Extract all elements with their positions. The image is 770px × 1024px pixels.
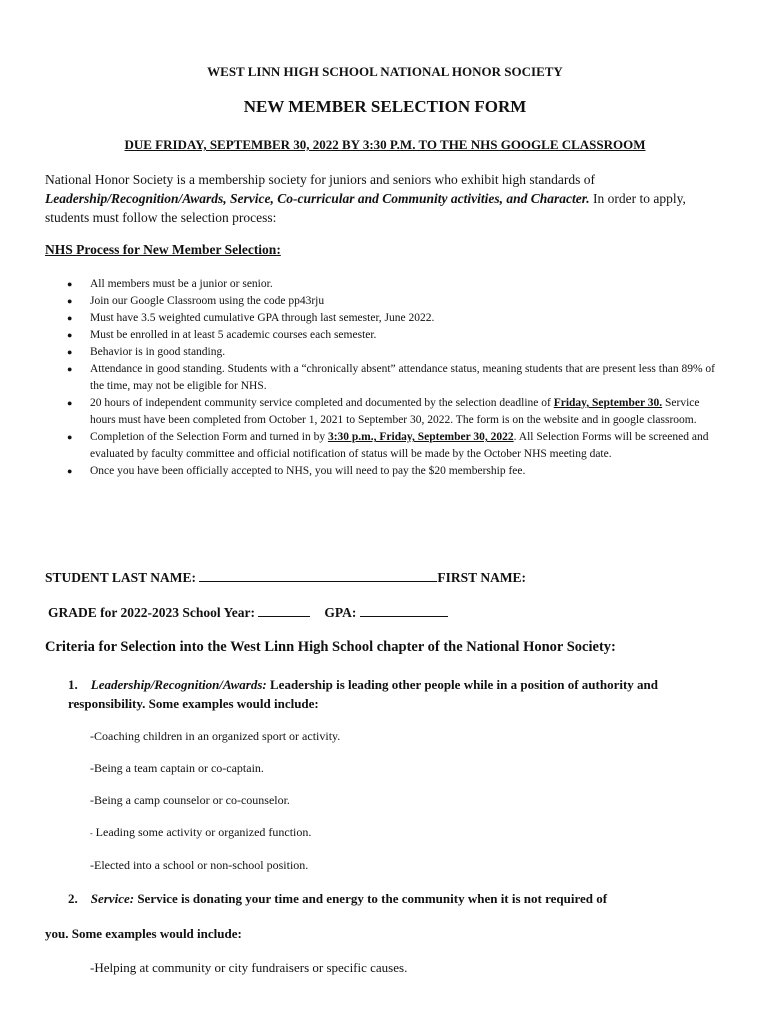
bullet-text: Completion of the Selection Form and turned in by (90, 431, 328, 443)
list-item (67, 344, 717, 361)
bullet-text: Attendance in good standing. Students with a “chronically absent” attendance status, meaning students that are present less than 89% of the time, may not be eligible for NHS. (90, 363, 715, 392)
criterion-service (68, 891, 607, 907)
grade-label: GRADE for 2022-2023 School Year: (48, 605, 259, 620)
intro-lead: National Honor Society is a membership society for juniors and seniors who exhibit high standards of (45, 172, 596, 187)
example-item: -Being a camp counselor or co-counselor. (90, 793, 290, 807)
bullet-text: Behavior is in good standing. (90, 346, 226, 358)
grade-row (48, 604, 448, 621)
criteria-heading: Criteria for Selection into the West Linn High School chapter of the National Honor Society: (45, 639, 616, 655)
list-item (67, 310, 717, 327)
bullet-text: Must be enrolled in at least 5 academic courses each semester. (90, 329, 377, 341)
list-item (67, 293, 717, 310)
bullet-text: Once you have been officially accepted to NHS, you will need to pay the $20 membership fee. (90, 465, 526, 477)
bullet-text-cont: . All Selection Forms will be screened and evaluated by faculty committee and official notification of status will be made by the October NHS meeting date. (90, 431, 709, 460)
process-list (67, 276, 717, 480)
criterion-number: 1. (68, 677, 78, 692)
list-item (67, 361, 717, 395)
intro-tail: In order to apply, students must follow the selection process: (45, 191, 686, 225)
due-date-notice: DUE FRIDAY, SEPTEMBER 30, 2022 BY 3:30 P.M. TO THE NHS GOOGLE CLASSROOM (124, 137, 646, 152)
list-item (67, 276, 717, 293)
bullet-text: Must have 3.5 weighted cumulative GPA through last semester, June 2022. (90, 312, 435, 324)
process-title: NHS Process for New Member Selection: (45, 242, 281, 257)
example-item: -Helping at community or city fundraisers or specific causes. (90, 960, 408, 975)
last-name-field[interactable] (199, 569, 437, 582)
criterion-desc: Leadership is leading other people while in a position of authority and responsibility. Some examples would include: (68, 677, 659, 711)
school-name: WEST LINN HIGH SCHOOL NATIONAL HONOR SOCIETY (207, 64, 563, 79)
name-row (45, 569, 526, 586)
list-item (67, 429, 717, 463)
list-item (67, 327, 717, 344)
example-item (90, 825, 311, 840)
criterion-desc: Service is donating your time and energy to the community when it is not required of (134, 891, 608, 906)
intro-paragraph (45, 170, 717, 227)
criterion-term: Leadership/Recognition/Awards: (90, 677, 267, 692)
example-item: -Coaching children in an organized sport or activity. (90, 729, 341, 743)
example-dash: - (90, 829, 93, 838)
criterion-term: Service: (90, 891, 135, 906)
criterion-leadership (68, 675, 718, 713)
bullet-text: All members must be a junior or senior. (90, 278, 273, 290)
example-item: -Elected into a school or non-school position. (90, 858, 309, 872)
form-deadline: 3:30 p.m., Friday, September 30, 2022 (327, 431, 514, 443)
last-name-label: STUDENT LAST NAME: (45, 570, 200, 585)
first-name-label: FIRST NAME: (437, 570, 527, 585)
intro-standards: Leadership/Recognition/Awards, Service, Co-curricular and Community activities, and Character. (45, 191, 590, 206)
grade-field[interactable] (258, 604, 310, 617)
criterion-number: 2. (68, 891, 78, 906)
bullet-text: 20 hours of independent community service completed and documented by the selection deadline of (90, 397, 554, 409)
example-text: Leading some activity or organized function. (92, 825, 312, 839)
bullet-text-cont: Service hours must have been completed from October 1, 2021 to September 30, 2022. The form is on the website and in google classroom. (90, 397, 700, 426)
criterion-service-cont: you. Some examples would include: (45, 926, 242, 941)
list-item (67, 463, 717, 480)
form-title: NEW MEMBER SELECTION FORM (243, 97, 527, 116)
bullet-text: Join our Google Classroom using the code pp43rju (90, 295, 325, 307)
gpa-field[interactable] (360, 604, 448, 617)
example-item: -Being a team captain or co-captain. (90, 761, 264, 775)
list-item (67, 395, 717, 429)
gpa-label: GPA: (324, 605, 360, 620)
service-deadline: Friday, September 30. (553, 397, 663, 409)
